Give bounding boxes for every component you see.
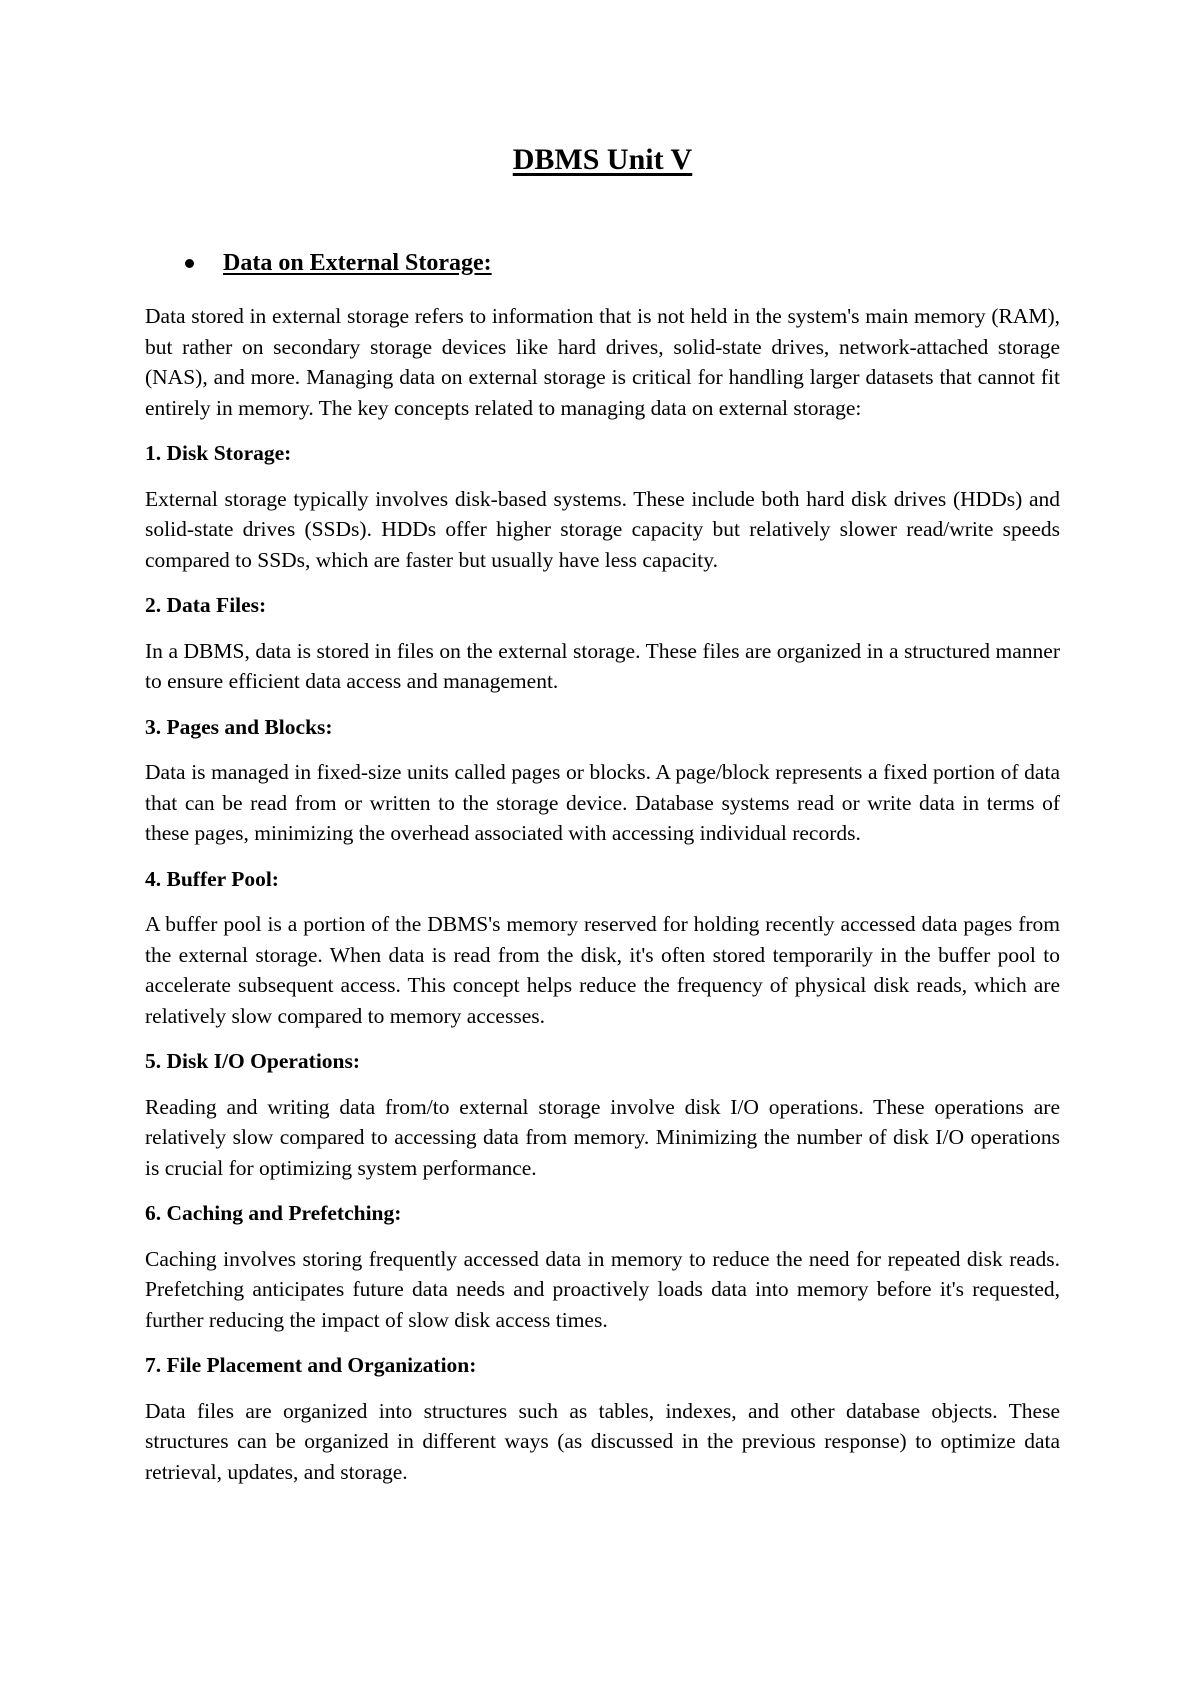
section-heading: 6. Caching and Prefetching: bbox=[145, 1201, 402, 1225]
section-heading: 5. Disk I/O Operations: bbox=[145, 1049, 361, 1073]
section-heading: 2. Data Files: bbox=[145, 593, 267, 617]
section-text: Reading and writing data from/to external storage involve disk I/O operations. These operations are relatively slow compared to accessing data from memory. Minimizing the number of disk I/O operations is crucial for optimizing system performance. bbox=[145, 1094, 1060, 1180]
section-disk-io-operations bbox=[145, 1046, 1060, 1183]
bullet-icon bbox=[185, 259, 194, 268]
section-disk-storage bbox=[145, 438, 1060, 575]
section-text: Data files are organized into structures such as tables, indexes, and other database objects. These structures can be organized in different ways (as discussed in the previous response) to optimize data retrieval, updates, and storage. bbox=[145, 1398, 1060, 1484]
section-heading: 7. File Placement and Organization: bbox=[145, 1353, 477, 1377]
document-content bbox=[145, 301, 1060, 1502]
section-text: Caching involves storing frequently accessed data in memory to reduce the need for repeated disk reads. Prefetching anticipates future data needs and proactively loads data into memory before it's requested, further reducing the impact of slow disk access times. bbox=[145, 1246, 1060, 1332]
section-text: Data is managed in fixed-size units called pages or blocks. A page/block represents a fixed portion of data that can be read from or written to the storage device. Database systems read or write data in terms of these pages, minimizing the overhead associated with accessing individual records. bbox=[145, 760, 1060, 845]
section-data-files bbox=[145, 590, 1060, 697]
section-text: In a DBMS, data is stored in files on the external storage. These files are organized in a structured manner to ensure efficient data access and management. bbox=[145, 638, 1060, 693]
section-pages-and-blocks bbox=[145, 712, 1060, 849]
section-file-placement bbox=[145, 1350, 1060, 1487]
section-buffer-pool bbox=[145, 864, 1060, 1032]
section-text: A buffer pool is a portion of the DBMS's memory reserved for holding recently accessed data pages from the external storage. When data is read from the disk, it's often stored temporarily in the buffer pool to accelerate subsequent access. This concept helps reduce the frequency of physical disk reads, which are relatively slow compared to memory accesses. bbox=[145, 912, 1060, 1028]
section-text: External storage typically involves disk-based systems. These include both hard disk drives (HDDs) and solid-state drives (SSDs). HDDs offer higher storage capacity but relatively slower read/write speeds compared to SSDs, which are faster but usually have less capacity. bbox=[145, 486, 1060, 572]
section-heading: 4. Buffer Pool: bbox=[145, 866, 279, 891]
main-heading bbox=[185, 250, 492, 277]
section-heading: 1. Disk Storage: bbox=[145, 441, 292, 465]
section-heading: 3. Pages and Blocks: bbox=[145, 714, 333, 739]
document-title: DBMS Unit V bbox=[512, 143, 693, 176]
section-caching-and-prefetching bbox=[145, 1198, 1060, 1335]
main-heading-text: Data on External Storage: bbox=[223, 250, 492, 276]
intro-paragraph: Data stored in external storage refers to information that is not held in the system's main memory (RAM), but rather on secondary storage devices like hard drives, solid-state drives, network-attached storage (NAS), and more. Managing data on external storage is critical for handling larger datasets that cannot fit entirely in memory. The key concepts related to managing data on external storage: bbox=[145, 304, 1060, 420]
